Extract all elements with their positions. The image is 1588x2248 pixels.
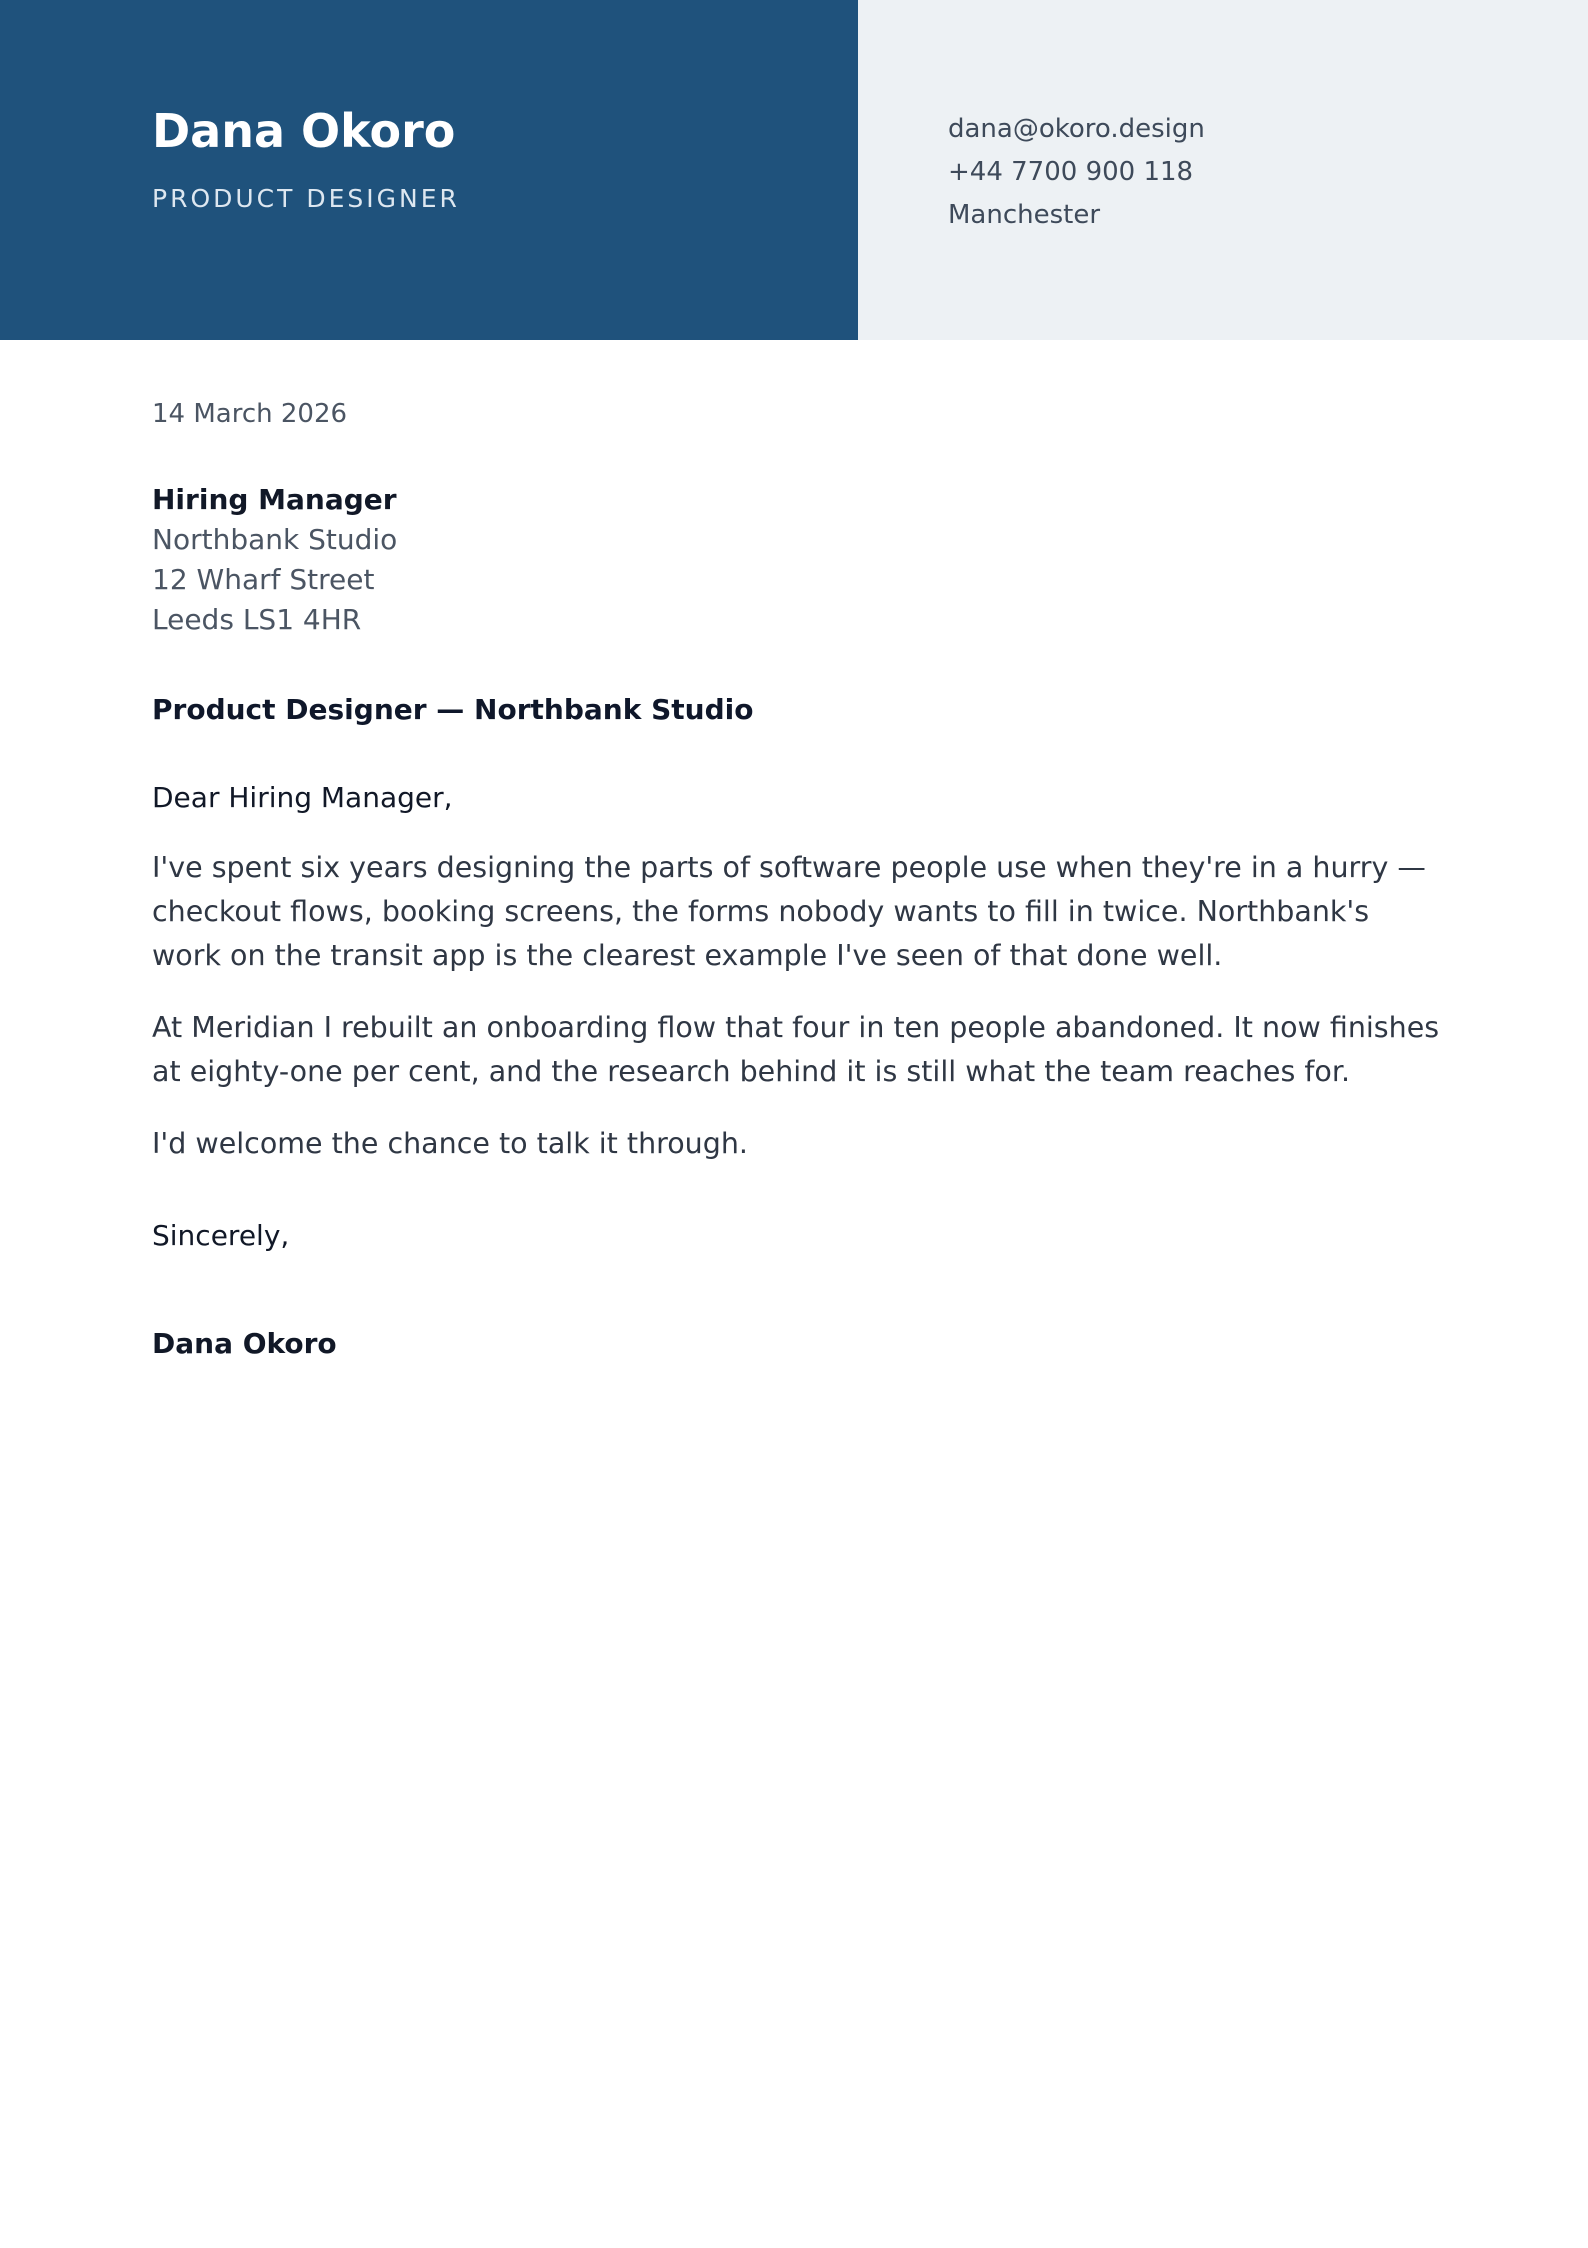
- letter-signature: Dana Okoro: [152, 1327, 337, 1360]
- contact-details: [948, 108, 1205, 237]
- recipient-company: Northbank Studio: [152, 523, 398, 556]
- letter-paragraph: I've spent six years designing the parts of software people use when they're in a hurry — checkout flows, booking screens, the forms nobody wants to fill in twice. Northbank's work on the transit app is the clearest example I've seen of that done well.: [152, 851, 1426, 972]
- letter-salutation: Dear Hiring Manager,: [152, 781, 453, 814]
- recipient-name: Hiring Manager: [152, 483, 397, 516]
- sender-name: Dana Okoro: [152, 104, 456, 158]
- letter-subject: Product Designer — Northbank Studio: [152, 693, 754, 726]
- recipient-city: Leeds LS1 4HR: [152, 603, 362, 636]
- letter-body: [152, 394, 1442, 1364]
- sender-role: PRODUCT DESIGNER: [152, 184, 460, 213]
- letter-date: 14 March 2026: [152, 399, 348, 429]
- letterhead-name-panel: [0, 0, 858, 340]
- letterhead: [0, 0, 1588, 340]
- contact-phone[interactable]: +44 7700 900 118: [948, 157, 1194, 187]
- letter-paragraph: I'd welcome the chance to talk it through.: [152, 1127, 748, 1160]
- letter-closing: Sincerely,: [152, 1219, 290, 1252]
- contact-email[interactable]: dana@okoro.design: [948, 114, 1205, 144]
- recipient-street: 12 Wharf Street: [152, 563, 375, 596]
- letterhead-contact-panel: [858, 0, 1588, 340]
- letter-paragraph: At Meridian I rebuilt an onboarding flow that four in ten people abandoned. It now finishes at eighty-one per cent, and the research behind it is still what the team reaches for.: [152, 1011, 1440, 1088]
- contact-location: Manchester: [948, 200, 1101, 230]
- recipient-address: [152, 480, 1442, 640]
